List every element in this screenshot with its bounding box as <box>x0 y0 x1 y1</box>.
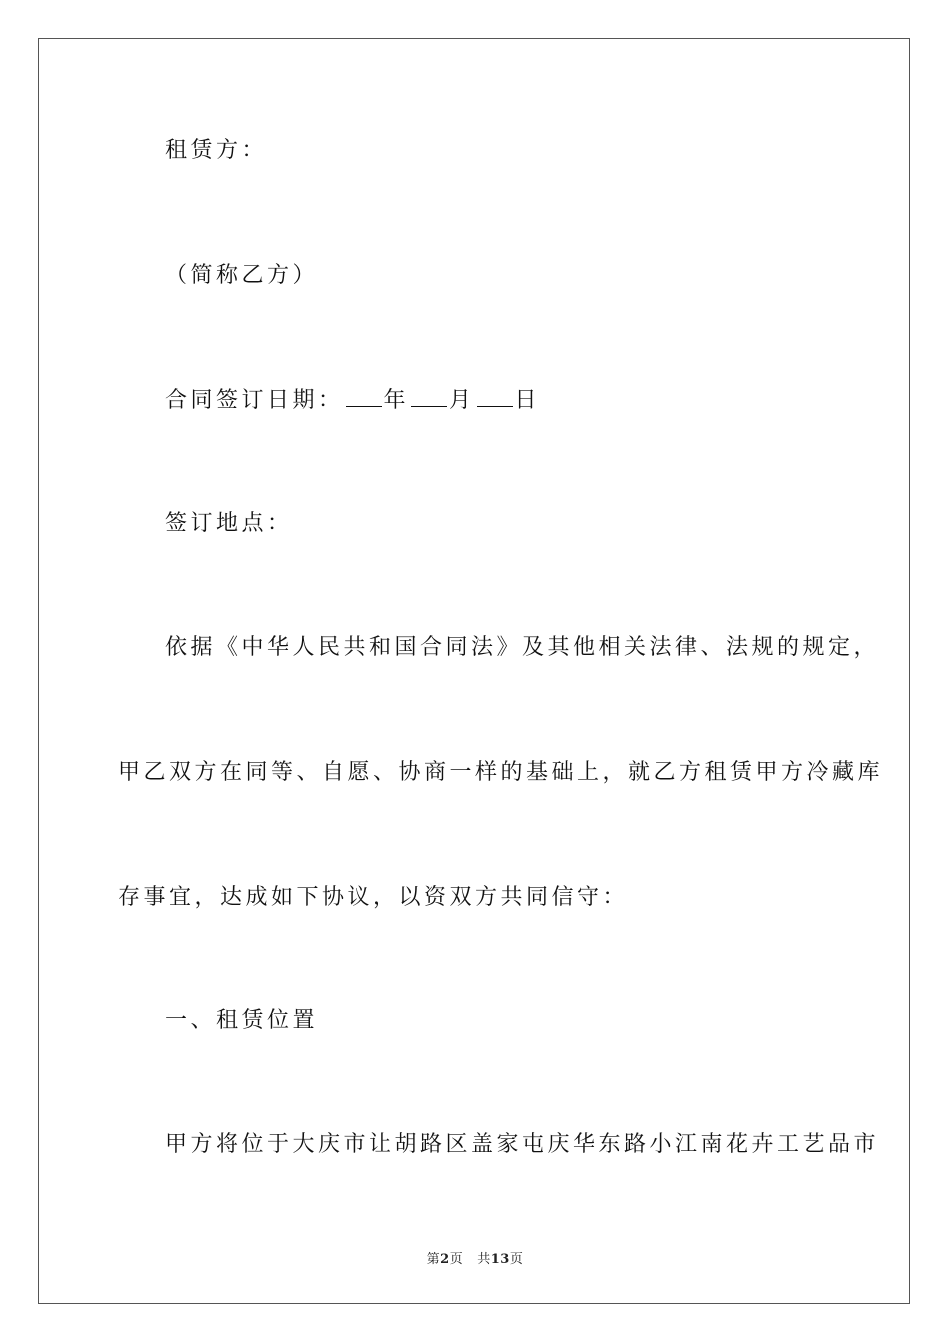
para1-line2: 甲乙双方在同等、自愿、协商一样的基础上，就乙方租赁甲方冷藏库 <box>118 760 884 785</box>
total-prefix: 共 <box>477 1252 491 1267</box>
page-prefix: 第 <box>426 1252 441 1267</box>
lessee-line: 租赁方： <box>165 138 268 163</box>
total-pages: 13 <box>490 1252 510 1267</box>
month-blank <box>411 388 447 407</box>
sign-date-label: 合同签订日期： <box>165 388 344 413</box>
total-suffix: 页 <box>509 1252 524 1267</box>
para1-line3: 存事宜，达成如下协议，以资双方共同信守： <box>118 885 629 910</box>
sign-date-line <box>165 388 540 412</box>
page-number: 2 <box>440 1252 450 1267</box>
sign-place-line: 签订地点： <box>165 511 293 536</box>
year-blank <box>346 388 382 407</box>
abbrev-b-line: （简称乙方） <box>165 263 319 288</box>
section1-line1: 甲方将位于大庆市让胡路区盖家屯庆华东路小江南花卉工艺品市 <box>165 1132 880 1157</box>
day-blank <box>477 388 513 407</box>
year-label: 年 <box>383 388 410 413</box>
day-label: 日 <box>514 388 541 413</box>
section1-title: 一、租赁位置 <box>165 1008 319 1033</box>
page-footer <box>0 1248 950 1267</box>
month-label: 月 <box>449 388 475 413</box>
page-suffix: 页 <box>449 1252 464 1267</box>
para1-line1: 依据《中华人民共和国合同法》及其他相关法律、法规的规定， <box>165 635 880 660</box>
page-frame <box>38 38 910 1304</box>
